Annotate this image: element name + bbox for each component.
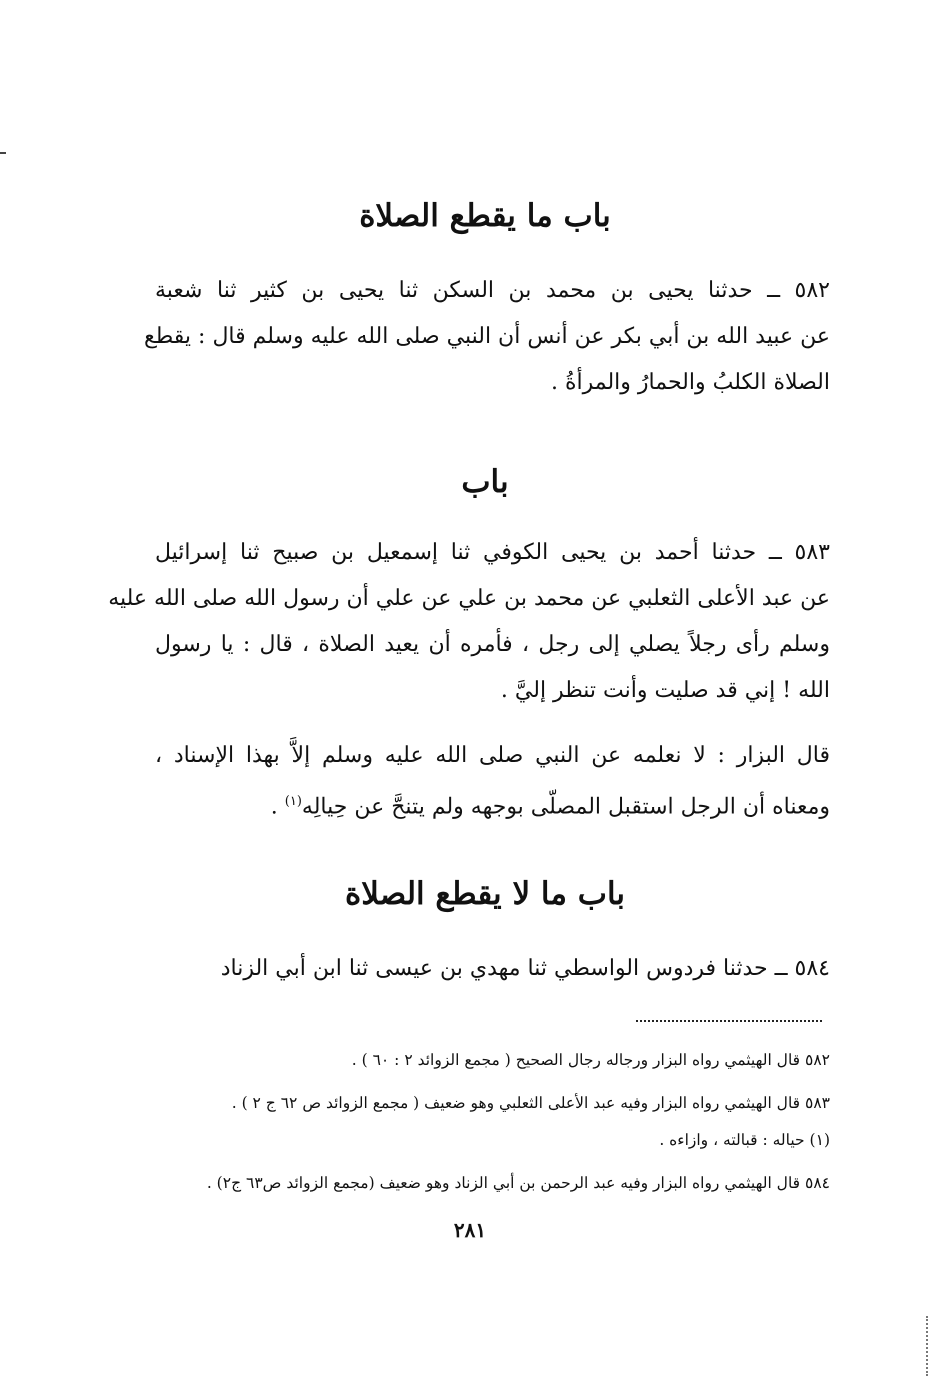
margin-mark xyxy=(0,152,6,154)
footnote-reference: (١) xyxy=(284,794,302,809)
footnote-1: (١) حياله : قبالته ، وازاءه . xyxy=(659,1131,830,1149)
hadith-584-line-1: ٥٨٤ ــ حدثنا فردوس الواسطي ثنا مهدي بن عيسى ثنا ابن أبي الزناد xyxy=(220,956,830,981)
hadith-583-line-2: عن عبد الأعلى الثعلبي عن محمد بن علي عن علي أن رسول الله صلى الله عليه xyxy=(108,586,830,611)
bazzar-comment-line-1: قال البزار : لا نعلمه عن النبي صلى الله عليه وسلم إلاَّ بهذا الإسناد ، xyxy=(155,743,830,768)
hadith-583-line-3: وسلم رأى رجلاً يصلي إلى رجل ، فأمره أن يعيد الصلاة ، قال : يا رسول xyxy=(155,632,830,657)
chapter-heading: باب xyxy=(461,464,509,500)
hadith-582-line-3: الصلاة الكلبُ والحمارُ والمرأةُ . xyxy=(551,370,830,395)
hadith-582 xyxy=(144,268,830,406)
hadith-584 xyxy=(155,946,830,992)
chapter-heading: باب ما يقطع الصلاة xyxy=(359,198,611,234)
hadith-583-line-1: ٥٨٣ ــ حدثنا أحمد بن يحيى الكوفي ثنا إسمعيل بن صبيح ثنا إسرائيل xyxy=(155,540,830,565)
bazzar-comment xyxy=(155,733,830,830)
bazzar-comment-end: . xyxy=(270,794,285,820)
hadith-582-line-2: عن عبيد الله بن أبي بكر عن أنس أن النبي صلى الله عليه وسلم قال : يقطع xyxy=(144,324,830,349)
hadith-582-line-1: ٥٨٢ ــ حدثنا يحيى بن محمد بن السكن ثنا يحيى بن كثير ثنا شعبة xyxy=(155,278,830,303)
edge-mark xyxy=(926,1316,930,1376)
hadith-583 xyxy=(108,530,830,714)
footnote-separator xyxy=(636,1020,822,1022)
chapter-heading: باب ما لا يقطع الصلاة xyxy=(344,876,626,912)
footnote-582: ٥٨٢ قال الهيثمي رواه البزار ورجاله رجال الصحيح ( مجمع الزوائد ٢ : ٦٠ ) . xyxy=(351,1051,830,1069)
footnote-583: ٥٨٣ قال الهيثمي رواه البزار وفيه عبد الأعلى الثعلبي وهو ضعيف ( مجمع الزوائد ص ٦٢ ج ٢ ) . xyxy=(231,1094,830,1112)
bazzar-comment-text: ومعناه أن الرجل استقبل المصلّى بوجهه ولم يتنحَّ عن حِيالِه xyxy=(301,794,830,820)
footnote-584: ٥٨٤ قال الهيثمي رواه البزار وفيه عبد الرحمن بن أبي الزناد وهو ضعيف (مجمع الزوائد ص٦٣ ج٢) . xyxy=(206,1174,830,1192)
hadith-583-line-4: الله ! إني قد صليت وأنت تنظر إليَّ . xyxy=(500,678,830,703)
page-number: ٢٨١ xyxy=(453,1218,487,1242)
bazzar-comment-line-2 xyxy=(155,779,830,830)
